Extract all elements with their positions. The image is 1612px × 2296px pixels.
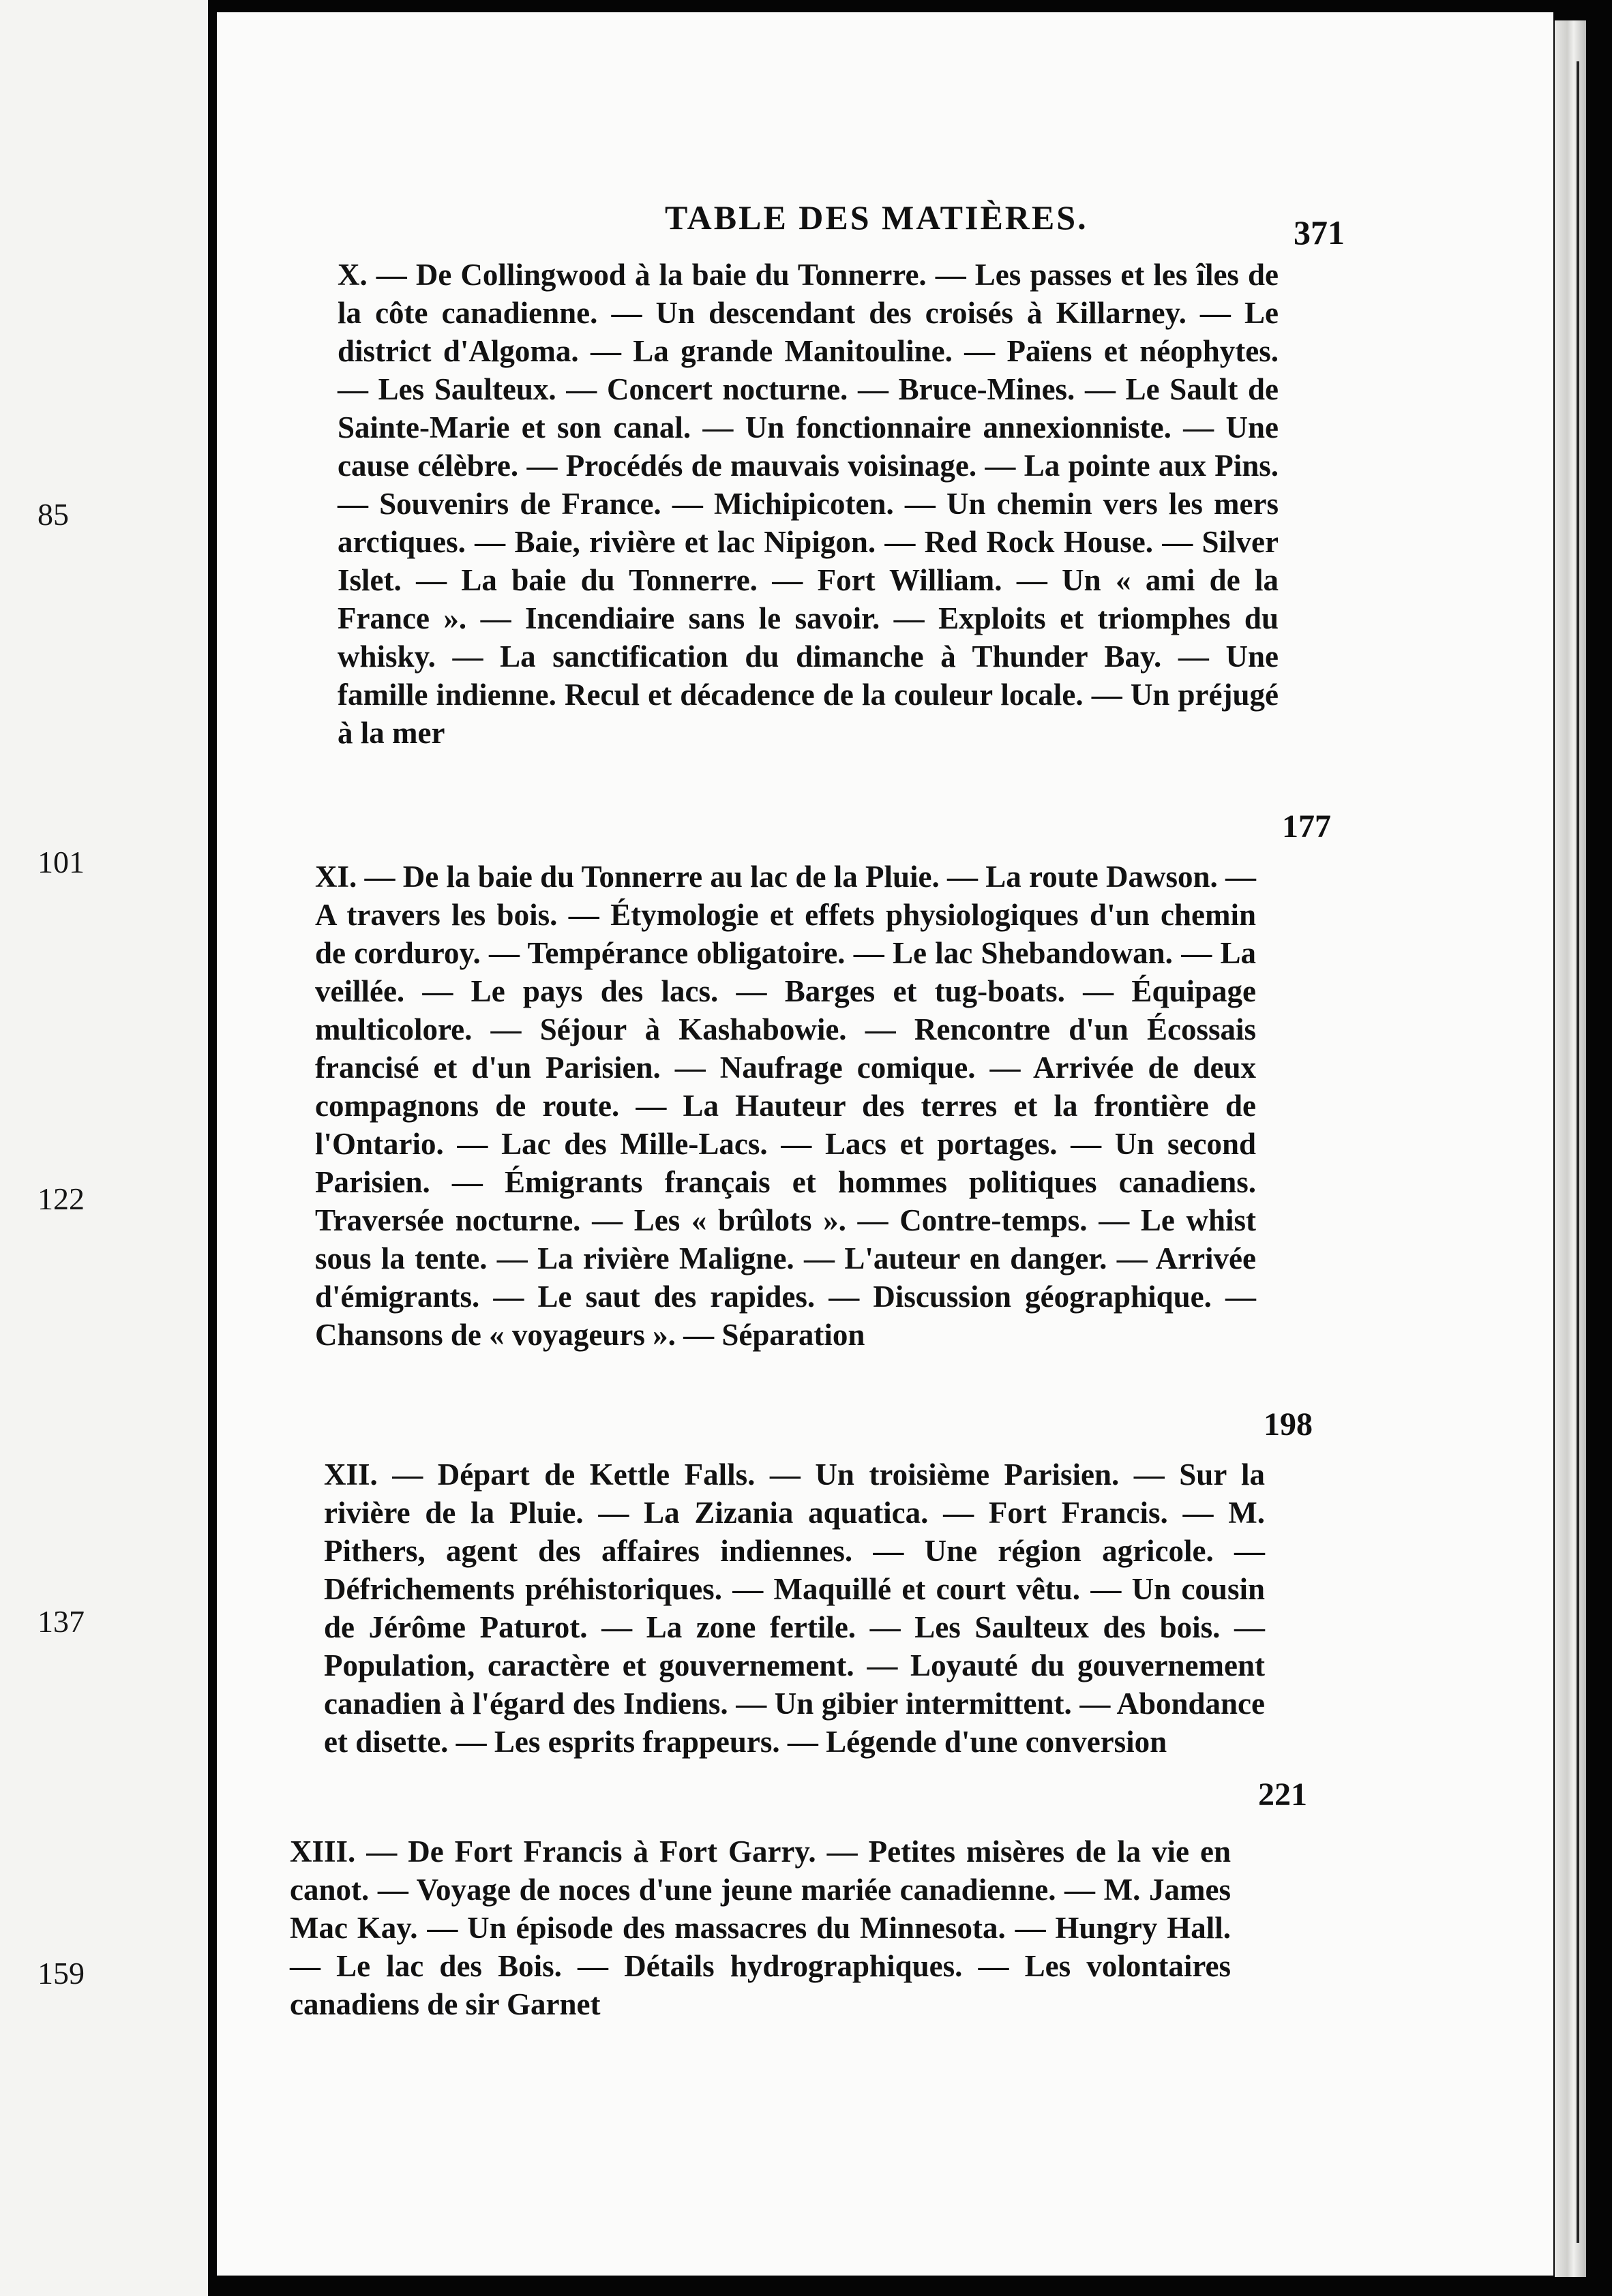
toc-entry-text: X. — De Collingwood à la baie du Tonnerre. — Les passes et les îles de la côte canadienne. — Un descendant des croisés à Killarney. — Le district d'Algoma. — La grande Manitouline. — Païens et néophytes. — Les Saulteux. — Concert nocturne. — Bruce-Mines. — Le Sault de Sainte-Marie et son canal. — Un fonctionnaire annexionniste. — Une cause célèbre. — Procédés de mauvais voisinage. — La pointe aux Pins. — Souvenirs de France. — Michipicoten. — Un chemin vers les mers arctiques. — Baie, rivière et lac Nipigon. — Red Rock House. — Silver Islet. — La baie du Tonnerre. — Fort William. — Un « ami de la France ». — Incendiaire sans le savoir. — Exploits et triomphes du whisky. — La sanctification du dimanche à Thunder Bay. — Une famille indienne. Recul et décadence de la couleur locale. — Un préjugé à la mer [338, 258, 1279, 750]
toc-entry-xii [324, 1455, 1265, 1761]
page-stack-edge [1555, 20, 1586, 2277]
facing-page-number: 159 [38, 1956, 85, 1991]
facing-page-number: 137 [38, 1604, 85, 1639]
running-head: TABLE DES MATIÈRES. [665, 198, 1088, 237]
toc-entry-xi [315, 858, 1256, 1354]
facing-page-number: 85 [38, 497, 69, 532]
page-number: 371 [1294, 213, 1345, 252]
toc-entry-page: 177 [1282, 809, 1331, 845]
toc-entry-page: 221 [1258, 1777, 1307, 1813]
toc-entry-xiii [290, 1832, 1231, 2023]
toc-entry-text: XII. — Départ de Kettle Falls. — Un troisième Parisien. — Sur la rivière de la Pluie. — La Zizania aquatica. — Fort Francis. — M. Pithers, agent des affaires indiennes. — Une région agricole. — Défrichements préhistoriques. — Maquillé et court vêtu. — Un cousin de Jérôme Paturot. — La zone fertile. — Les Saulteux des bois. — Population, caractère et gouvernement. — Loyauté du gouvernement canadien à l'égard des Indiens. — Un gibier intermittent. — Abondance et disette. — Les esprits frappeurs. — Légende d'une conversion [324, 1457, 1265, 1759]
facing-page-edge [0, 0, 208, 2296]
facing-page-number: 122 [38, 1181, 85, 1216]
toc-entry-text: XI. — De la baie du Tonnerre au lac de la Pluie. — La route Dawson. — A travers les bois. — Étymologie et effets physiologiques d'un chemin de corduroy. — Tempérance obligatoire. — Le lac Shebandowan. — La veillée. — Le pays des lacs. — Barges et tug-boats. — Équipage multicolore. — Séjour à Kashabowie. — Rencontre d'un Écossais francisé et d'un Parisien. — Naufrage comique. — Arrivée de deux compagnons de route. — La Hauteur des terres et la frontière de l'Ontario. — Lac des Mille-Lacs. — Lacs et portages. — Un second Parisien. — Émigrants français et hommes politiques canadiens. Traversée nocturne. — Les « brûlots ». — Contre-temps. — Le whist sous la tente. — La rivière Maligne. — L'auteur en danger. — Arrivée d'émigrants. — Le saut des rapides. — Discussion géographique. — Chansons de « voyageurs ». — Séparation [315, 860, 1256, 1352]
facing-page-number: 101 [38, 845, 85, 879]
toc-entry-x [338, 256, 1279, 752]
toc-entry-page: 198 [1264, 1406, 1313, 1442]
toc-entry-text: XIII. — De Fort Francis à Fort Garry. — Petites misères de la vie en canot. — Voyage de noces d'une jeune mariée canadienne. — M. James Mac Kay. — Un épisode des massacres du Minnesota. — Hungry Hall. — Le lac des Bois. — Détails hydrographiques. — Les volontaires canadiens de sir Garnet [290, 1834, 1231, 2021]
